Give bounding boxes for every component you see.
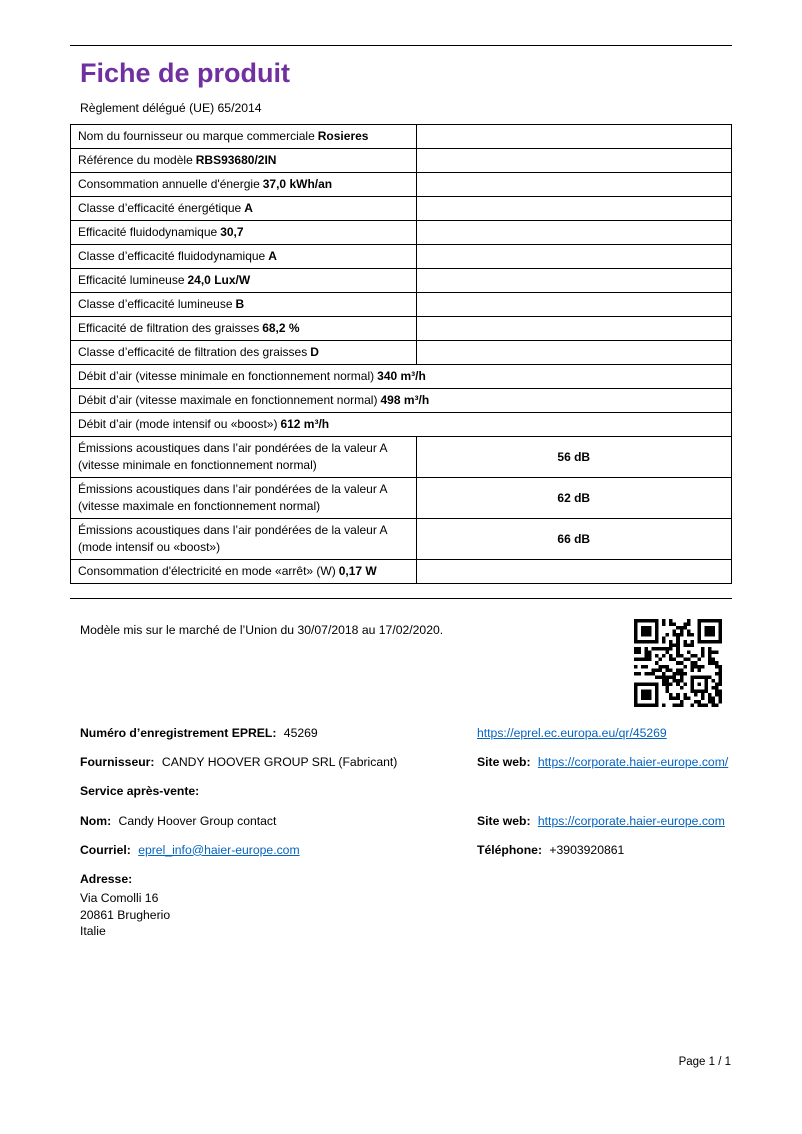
market-availability-text: Modèle mis sur le marché de l’Union du 30/07/2018 au 17/02/2020. [80, 623, 444, 638]
spec-label-cell [71, 220, 417, 244]
row-value: B [235, 296, 245, 311]
eprel-value: 45269 [283, 726, 318, 741]
row-value: 498 m³/h [380, 393, 430, 408]
page-number: Page 1 / 1 [678, 1056, 731, 1068]
spec-label-cell [71, 413, 732, 437]
table-row [71, 437, 732, 478]
product-table [70, 124, 732, 585]
spec-label-cell [71, 478, 417, 519]
spec-label-cell [71, 124, 417, 148]
row-right-value: 62 dB [416, 478, 732, 519]
phone-label: Téléphone: [477, 842, 543, 857]
row-label: Émissions acoustiques dans l’air pondérées de la valeur A (vitesse maximale en fonctionnement normal) [78, 482, 387, 514]
table-row [71, 220, 732, 244]
row-right-value [416, 148, 732, 172]
spec-label-cell [71, 172, 417, 196]
contact-details [80, 725, 732, 939]
row-right-value [416, 560, 732, 584]
spec-label-cell [71, 340, 417, 364]
row-label: Débit d’air (vitesse minimale en fonctionnement normal) [78, 369, 375, 383]
address-label: Adresse: [80, 871, 133, 886]
table-row [71, 519, 732, 560]
spec-label-cell [71, 365, 732, 389]
row-label: Classe d’efficacité lumineuse [78, 296, 233, 311]
website-link-2[interactable]: https://corporate.haier-europe.com [537, 813, 725, 828]
table-row [71, 560, 732, 584]
table-row [71, 244, 732, 268]
contact-name-value: Candy Hoover Group contact [118, 813, 277, 828]
table-row [71, 316, 732, 340]
eprel-number [80, 725, 477, 742]
spec-label-cell [71, 292, 417, 316]
row-value: 612 m³/h [280, 417, 330, 432]
email-row [80, 842, 732, 859]
table-row [71, 365, 732, 389]
supplier-label: Fournisseur: [80, 755, 155, 770]
row-right-value [416, 172, 732, 196]
email-link[interactable]: eprel_info@haier-europe.com [138, 842, 300, 857]
row-value: 68,2 % [262, 320, 300, 335]
row-value: A [244, 200, 253, 215]
website-2 [477, 813, 732, 830]
row-label: Consommation annuelle d'énergie [78, 176, 260, 191]
row-value: 24,0 Lux/W [187, 272, 251, 287]
row-label: Consommation d'électricité en mode «arrêt» (W) [78, 564, 336, 579]
table-row [71, 389, 732, 413]
table-row [71, 172, 732, 196]
row-label: Efficacité fluidodynamique [78, 224, 218, 239]
table-row [71, 124, 732, 148]
address-row [80, 871, 732, 940]
service-row [80, 783, 732, 800]
table-row [71, 268, 732, 292]
email [80, 842, 477, 859]
row-right-value: 66 dB [416, 519, 732, 560]
website-label-1: Site web: [477, 755, 531, 770]
address-line: Italie [80, 924, 106, 939]
product-table-body [71, 124, 732, 584]
spec-label-cell [71, 519, 417, 560]
row-label: Référence du modèle [78, 152, 193, 167]
spec-label-cell [71, 148, 417, 172]
contact-name-row [80, 813, 732, 830]
row-value: A [268, 248, 277, 263]
contact-name [80, 813, 477, 830]
contact-name-label: Nom: [80, 813, 112, 828]
table-row [71, 413, 732, 437]
document-content [70, 45, 732, 952]
market-row [80, 619, 732, 707]
spec-label-cell [71, 389, 732, 413]
table-row [71, 292, 732, 316]
row-right-value: 56 dB [416, 437, 732, 478]
website-label-2: Site web: [477, 813, 531, 828]
row-label: Classe d’efficacité fluidodynamique [78, 248, 266, 263]
phone [477, 842, 732, 859]
row-value: 30,7 [220, 224, 244, 239]
spec-label-cell [71, 316, 417, 340]
row-right-value [416, 220, 732, 244]
table-row [71, 148, 732, 172]
row-label: Débit d’air (mode intensif ou «boost») [78, 417, 278, 432]
phone-value: +3903920861 [549, 842, 625, 857]
row-label: Émissions acoustiques dans l’air pondérées de la valeur A (vitesse minimale en fonctionnement normal) [78, 441, 387, 473]
address-line: Via Comolli 16 [80, 891, 159, 906]
row-right-value [416, 124, 732, 148]
row-label: Classe d’efficacité énergétique [78, 200, 242, 215]
supplier-value: CANDY HOOVER GROUP SRL (Fabricant) [161, 755, 398, 770]
regulation-subtitle: Règlement délégué (UE) 65/2014 [80, 100, 262, 115]
eprel-link[interactable]: https://eprel.ec.europa.eu/qr/45269 [477, 726, 667, 741]
spec-label-cell [71, 437, 417, 478]
spec-label-cell [71, 268, 417, 292]
row-value: 37,0 kWh/an [262, 176, 333, 191]
table-row [71, 196, 732, 220]
website-1 [477, 754, 732, 771]
row-value: 0,17 W [338, 564, 377, 579]
address-block [80, 871, 477, 940]
eprel-label: Numéro d’enregistrement EPREL: [80, 726, 277, 741]
address-line: 20861 Brugherio [80, 907, 171, 922]
row-value: D [310, 344, 319, 359]
supplier [80, 754, 477, 771]
website-link-1[interactable]: https://corporate.haier-europe.com/ [537, 755, 729, 770]
row-label: Classe d’efficacité de filtration des graisses [78, 344, 308, 359]
document-header [70, 45, 732, 115]
supplier-row [80, 754, 732, 771]
row-right-value [416, 268, 732, 292]
supplier-info-section [70, 598, 732, 939]
row-right-value [416, 244, 732, 268]
row-label: Émissions acoustiques dans l’air pondérées de la valeur A (mode intensif ou «boost») [78, 523, 387, 555]
table-row [71, 340, 732, 364]
page-title: Fiche de produit [80, 58, 291, 88]
eprel-row [80, 725, 732, 742]
service-after-sales-label: Service après-vente: [80, 784, 200, 799]
spec-label-cell [71, 244, 417, 268]
row-value: Rosieres [317, 128, 369, 143]
qr-code [634, 619, 722, 707]
row-label: Débit d’air (vitesse maximale en fonctionnement normal) [78, 393, 378, 408]
row-right-value [416, 196, 732, 220]
spec-label-cell [71, 560, 417, 584]
row-value: 340 m³/h [377, 369, 426, 383]
row-value: RBS93680/2IN [195, 152, 277, 167]
table-row [71, 478, 732, 519]
row-label: Nom du fournisseur ou marque commerciale [78, 128, 315, 143]
row-right-value [416, 340, 732, 364]
row-label: Efficacité lumineuse [78, 272, 185, 287]
row-right-value [416, 292, 732, 316]
row-right-value [416, 316, 732, 340]
spec-label-cell [71, 196, 417, 220]
row-label: Efficacité de filtration des graisses [78, 320, 260, 335]
email-label: Courriel: [80, 842, 131, 857]
